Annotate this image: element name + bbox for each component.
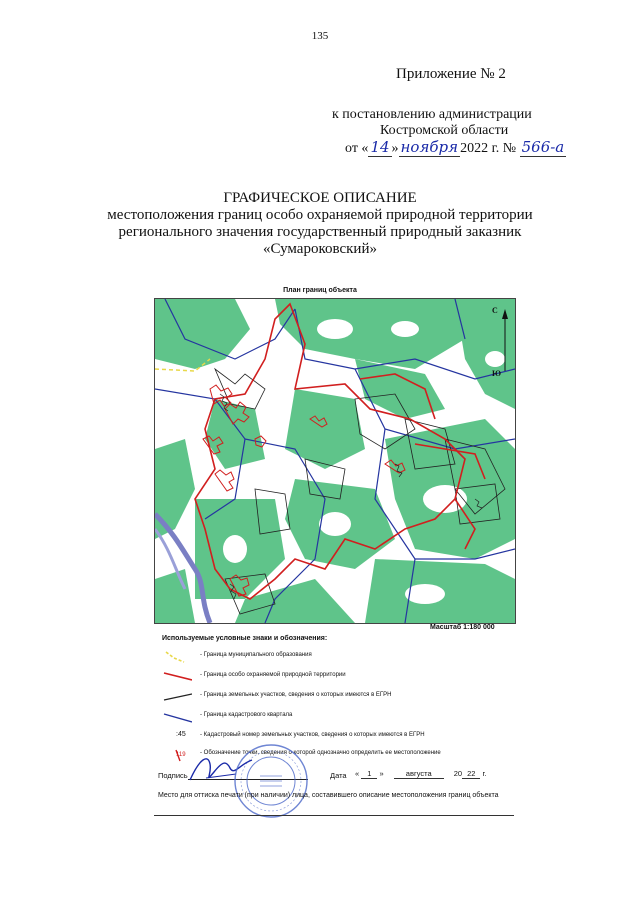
- cadastral-number-icon: :45: [176, 731, 186, 738]
- map-caption: План границ объекта: [283, 287, 357, 294]
- decree-line-1: к постановлению администрации: [332, 107, 532, 122]
- legend-title: Используемые условные знаки и обозначения:: [162, 635, 328, 642]
- legend-label: - Граница кадастрового квартала: [200, 712, 293, 718]
- decree-month: ноября: [400, 138, 459, 156]
- title-line-4: «Сумароковский»: [262, 241, 377, 257]
- date-day-open: «: [355, 769, 360, 778]
- legend-label: - Обозначение точки, сведения о которой однозначно определить ее местоположение: [200, 750, 441, 756]
- legend-label: - Граница особо охраняемой природной территории: [200, 672, 346, 678]
- official-stamp: [232, 742, 310, 820]
- decree-number: 566-а: [521, 138, 565, 156]
- boundary-map: [154, 298, 516, 624]
- legend-item: [154, 688, 514, 706]
- appendix-title: Приложение № 2: [396, 66, 506, 82]
- red-line-icon: [162, 668, 192, 686]
- decree-prefix: от «: [345, 141, 369, 156]
- title-line-2: местоположения границ особо охраняемой природной территории: [107, 207, 533, 223]
- date-year-unit: г.: [482, 769, 487, 778]
- decree-year: 2022 г. №: [460, 141, 517, 156]
- point-number-label: 119: [176, 752, 186, 758]
- legend-label: - Граница муниципального образования: [200, 652, 312, 658]
- decree-line-3: [345, 139, 566, 157]
- legend-label: - Граница земельных участков, сведения о которых имеются в ЕГРН: [200, 692, 392, 698]
- legend-item: [154, 668, 514, 686]
- legend-item: [154, 648, 514, 666]
- legend-item: [154, 728, 514, 746]
- legend-item: [154, 708, 514, 726]
- blue-line-icon: [162, 708, 192, 726]
- map-image: [155, 299, 515, 623]
- page-number: 135: [311, 30, 329, 42]
- north-label: С: [492, 306, 498, 315]
- decree-line-2: Костромской области: [380, 123, 509, 138]
- date-day-close: »: [379, 769, 384, 778]
- date-month: августа: [394, 769, 444, 779]
- map-legend: [154, 632, 514, 766]
- date-values: [355, 769, 486, 779]
- date-label: Дата: [330, 771, 347, 780]
- map-scale: Масштаб 1:180 000: [430, 624, 495, 631]
- decree-day: 14: [370, 138, 390, 156]
- stamp-caption: Место для оттиска печати (при наличии) лица, составившего описание местоположения границ объекта: [158, 792, 499, 799]
- date-year-prefix: 20: [453, 769, 463, 778]
- decree-mid: »: [391, 141, 399, 156]
- title-main: ГРАФИЧЕСКОЕ ОПИСАНИЕ: [223, 190, 417, 206]
- legend-label: - Кадастровый номер земельных участков, сведения о которых имеются в ЕГРН: [200, 732, 425, 738]
- document-title: [0, 190, 640, 258]
- south-label: Ю: [492, 369, 502, 378]
- date-year: 22: [462, 769, 480, 779]
- title-line-3: регионального значения государственный природный заказник: [118, 224, 522, 240]
- signature-label: Подпись: [158, 771, 188, 780]
- black-line-icon: [162, 688, 192, 706]
- yellow-dash-line-icon: [162, 648, 192, 666]
- bottom-rule: [154, 815, 514, 816]
- date-day: 1: [361, 769, 377, 779]
